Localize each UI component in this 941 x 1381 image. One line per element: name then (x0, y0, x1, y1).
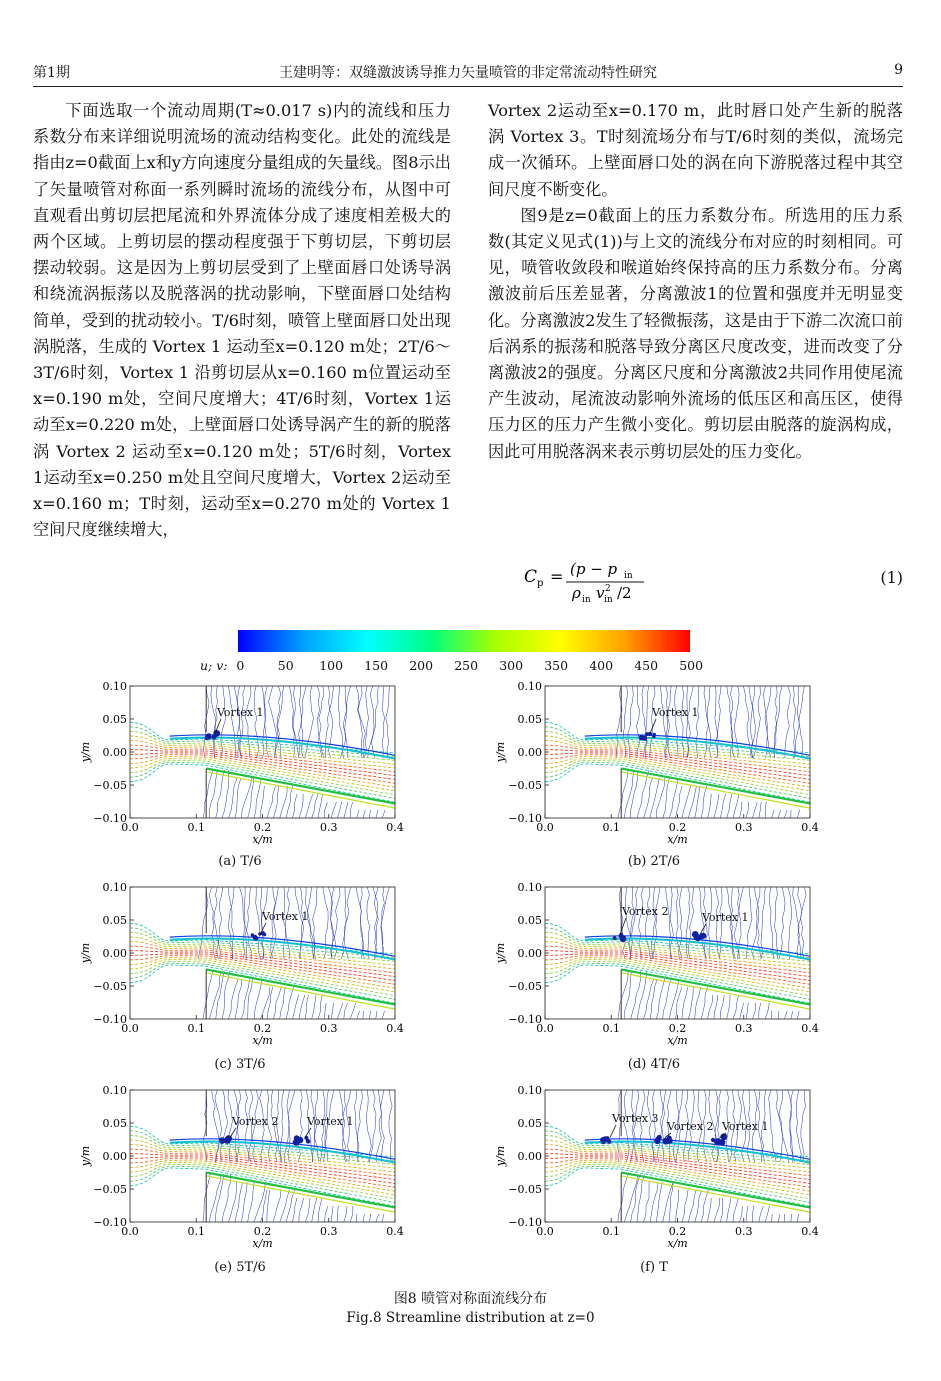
issue-number: 第1期 (33, 65, 70, 81)
x-tick-label: 0.3 (320, 821, 338, 834)
colorbar-tick-label: 350 (544, 658, 569, 673)
x-tick-label: 0.4 (386, 1225, 404, 1238)
y-tick-label: −0.10 (93, 1013, 127, 1026)
vortex-label: Vortex 1 (217, 706, 264, 719)
y-tick-label: 0.10 (517, 881, 542, 894)
y-axis-label: y/m (494, 741, 507, 763)
x-tick-label: 0.2 (668, 1225, 687, 1238)
y-tick-label: −0.05 (508, 980, 542, 993)
y-tick-label: 0.10 (102, 1084, 127, 1097)
x-tick-label: 0.2 (253, 1225, 272, 1238)
vortex-label: Vortex 1 (262, 910, 309, 923)
x-tick-label: 0.1 (187, 1022, 205, 1035)
streamline-plot (75, 877, 425, 1077)
y-tick-label: 0.00 (517, 947, 542, 960)
x-axis-label: x/m (667, 833, 688, 846)
x-tick-label: 0.0 (536, 821, 554, 834)
paragraph: Vortex 2运动至x=0.170 m，此时唇口处产生新的脱落涡 Vortex 3。T时刻流场分布与T/6时刻的类似，流场完成一次循环。上壁面唇口处的涡在向下游脱落过程中其空间尺度不断变化。 (488, 101, 903, 199)
x-tick-label: 0.3 (735, 1022, 753, 1035)
paragraph: 图9是z=0截面上的压力系数分布。所选用的压力系数(其定义见式(1))与上文的流线分布对应的时刻相同。可见，喷管收敛段和喉道始终保持高的压力系数分布。分离激波前后压差显著，分离激波1的位置和强度并无明显变化。分离激波2发生了轻微振荡，这是由于下游二次流口前后涡系的振荡和脱落导致分离区尺度改变，进而改变了分离激波2的强度。分离区尺度和分离激波2共同作用使尾流产生波动，尾流波动影响外流场的低压区和高压区，使得压力区的压力产生微小变化。剪切层由脱落的旋涡构成，因此可用脱落涡来表示剪切层处的压力变化。 (488, 205, 903, 461)
x-tick-label: 0.4 (386, 821, 404, 834)
x-axis-label: x/m (252, 1034, 273, 1047)
vortex-label: Vortex 1 (702, 911, 749, 924)
x-tick-label: 0.1 (602, 1225, 620, 1238)
x-axis-label: x/m (667, 1034, 688, 1047)
y-axis-label: y/m (79, 1145, 92, 1167)
colorbar-tick-label: 300 (499, 658, 524, 673)
y-tick-label: 0.10 (102, 881, 127, 894)
y-axis-label: y/m (494, 942, 507, 964)
y-tick-label: 0.05 (102, 713, 127, 726)
y-tick-label: 0.00 (102, 947, 127, 960)
y-tick-label: −0.10 (508, 812, 542, 825)
y-tick-label: 0.05 (517, 713, 542, 726)
x-tick-label: 0.0 (536, 1022, 554, 1035)
vortex-label: Vortex 1 (652, 706, 699, 719)
page-number: 9 (894, 62, 903, 78)
subfigure-caption: (a) T/6 (218, 854, 262, 869)
svg-text:/2: /2 (617, 584, 632, 602)
y-tick-label: −0.05 (93, 980, 127, 993)
equation-number: (1) (880, 568, 903, 587)
svg-text:in: in (604, 595, 613, 604)
y-axis-label: y/m (494, 1145, 507, 1167)
y-tick-label: −0.10 (508, 1216, 542, 1229)
x-tick-label: 0.3 (735, 1225, 753, 1238)
vortex-label: Vortex 2 (232, 1115, 279, 1128)
y-tick-label: −0.05 (93, 1183, 127, 1196)
running-header (33, 62, 903, 84)
figure-caption-en: Fig.8 Streamline distribution at z=0 (346, 1310, 595, 1326)
colorbar-tick-label: 250 (454, 658, 479, 673)
subfigure-caption: (d) 4T/6 (627, 1057, 681, 1072)
x-tick-label: 0.4 (801, 821, 819, 834)
x-axis-label: x/m (252, 833, 273, 846)
svg-text:ρ: ρ (572, 584, 581, 602)
y-axis-label: y/m (79, 942, 92, 964)
x-tick-label: 0.1 (187, 1225, 205, 1238)
streamline-plot (490, 1080, 840, 1280)
left-column (33, 98, 451, 543)
svg-text:=: = (550, 567, 564, 586)
colorbar-tick-label: 100 (319, 658, 344, 673)
colorbar-tick-label: 50 (277, 658, 294, 673)
x-tick-label: 0.1 (602, 1022, 620, 1035)
equation-formula (522, 560, 722, 604)
y-tick-label: 0.10 (102, 680, 127, 693)
x-tick-label: 0.3 (735, 821, 753, 834)
x-tick-label: 0.2 (668, 821, 687, 834)
y-tick-label: 0.05 (517, 914, 542, 927)
x-tick-label: 0.4 (801, 1022, 819, 1035)
y-tick-label: 0.00 (102, 746, 127, 759)
streamline-plot (490, 877, 840, 1077)
vortex-label: Vortex 1 (307, 1115, 354, 1128)
y-tick-label: −0.05 (508, 1183, 542, 1196)
colorbar-tick-label: 150 (364, 658, 389, 673)
subfigure-caption: (e) 5T/6 (214, 1260, 266, 1275)
running-title: 王建明等：双缝激波诱导推力矢量喷管的非定常流动特性研究 (279, 65, 657, 81)
x-tick-label: 0.2 (253, 821, 272, 834)
vortex-label: Vortex 3 (612, 1112, 659, 1125)
x-tick-label: 0.1 (187, 821, 205, 834)
y-tick-label: 0.10 (517, 680, 542, 693)
svg-text:in: in (624, 571, 633, 581)
colorbar-tick-label: 500 (679, 658, 704, 673)
x-axis-label: x/m (252, 1237, 273, 1250)
y-tick-label: −0.10 (508, 1013, 542, 1026)
colorbar-tick-label: 200 (409, 658, 434, 673)
x-tick-label: 0.0 (536, 1225, 554, 1238)
y-tick-label: 0.05 (102, 1117, 127, 1130)
x-tick-label: 0.1 (602, 821, 620, 834)
y-tick-label: 0.05 (102, 914, 127, 927)
streamline-plot (75, 676, 425, 876)
x-tick-label: 0.3 (320, 1225, 338, 1238)
svg-text:p: p (537, 578, 544, 589)
colorbar-tick-label: 400 (589, 658, 614, 673)
subfigure-caption: (c) 3T/6 (214, 1057, 266, 1072)
subfigure-caption: (f) T (640, 1260, 668, 1275)
paragraph: 下面选取一个流动周期(T≈0.017 s)内的流线和压力系数分布来详细说明流场的流动结构变化。此处的流线是指由z=0截面上x和y方向速度分量组成的矢量线。图8示出了矢量喷管对称面一系列瞬时流场的流线分布，从图中可直观看出剪切层把尾流和外界流体分成了速度相差极大的两个区域。上剪切层的摆动程度强于下剪切层，下剪切层摆动较弱。这是因为上剪切层受到了上壁面唇口处诱导涡和绕流涡振荡以及脱落涡的扰动影响，下壁面唇口处结构简单，受到的扰动较小。T/6时刻，喷管上壁面唇口处出现涡脱落，生成的 Vortex 1 运动至x=0.120 m处；2T/6～3T/6时刻，Vortex 1 沿剪切层从x=0.160 m位置运动至x=0.190 m处，空间尺度增大；4T/6时刻，Vortex 1运动至x=0.220 m处，上壁面唇口处诱导涡产生的新的脱落涡 Vortex 2 运动至x=0.120 m处；5T/6时刻，Vortex 1运动至x=0.250 m处且空间尺度增大，Vortex 2运动至x=0.160 m；T时刻，运动至x=0.270 m处的 Vortex 1 空间尺度继续增大， (33, 101, 451, 540)
streamline-plot (490, 676, 840, 876)
y-tick-label: −0.05 (93, 779, 127, 792)
y-tick-label: −0.10 (93, 812, 127, 825)
right-column (488, 98, 903, 465)
subfigure-caption: (b) 2T/6 (627, 854, 681, 869)
x-tick-label: 0.0 (121, 1022, 139, 1035)
x-tick-label: 0.2 (668, 1022, 687, 1035)
x-tick-label: 0.4 (801, 1225, 819, 1238)
y-tick-label: 0.05 (517, 1117, 542, 1130)
equation-1 (522, 560, 903, 604)
vortex-label: Vortex 2 (622, 905, 669, 918)
colorbar-label: u; v: (200, 658, 228, 673)
y-tick-label: 0.00 (102, 1150, 127, 1163)
x-tick-label: 0.3 (320, 1022, 338, 1035)
header-rule (33, 86, 903, 87)
svg-text:2: 2 (605, 584, 611, 594)
x-tick-label: 0.0 (121, 821, 139, 834)
y-tick-label: −0.10 (93, 1216, 127, 1229)
svg-text:v: v (596, 584, 605, 602)
x-axis-label: x/m (667, 1237, 688, 1250)
y-tick-label: −0.05 (508, 779, 542, 792)
colorbar-tick-label: 450 (634, 658, 659, 673)
streamline-plot (75, 1080, 425, 1280)
vortex-label: Vortex 1 (722, 1120, 769, 1133)
vortex-label: Vortex 2 (667, 1120, 714, 1133)
y-tick-label: 0.00 (517, 1150, 542, 1163)
svg-text:(p − p: (p − p (570, 560, 618, 578)
svg-text:in: in (582, 595, 591, 604)
y-tick-label: 0.10 (517, 1084, 542, 1097)
x-tick-label: 0.0 (121, 1225, 139, 1238)
y-tick-label: 0.00 (517, 746, 542, 759)
y-axis-label: y/m (79, 741, 92, 763)
figure-caption-cn: 图8 喷管对称面流线分布 (393, 1291, 548, 1307)
x-tick-label: 0.4 (386, 1022, 404, 1035)
colorbar-tick-label: 0 (236, 658, 245, 673)
svg-text:C: C (524, 567, 538, 587)
x-tick-label: 0.2 (253, 1022, 272, 1035)
velocity-colorbar (238, 630, 690, 652)
